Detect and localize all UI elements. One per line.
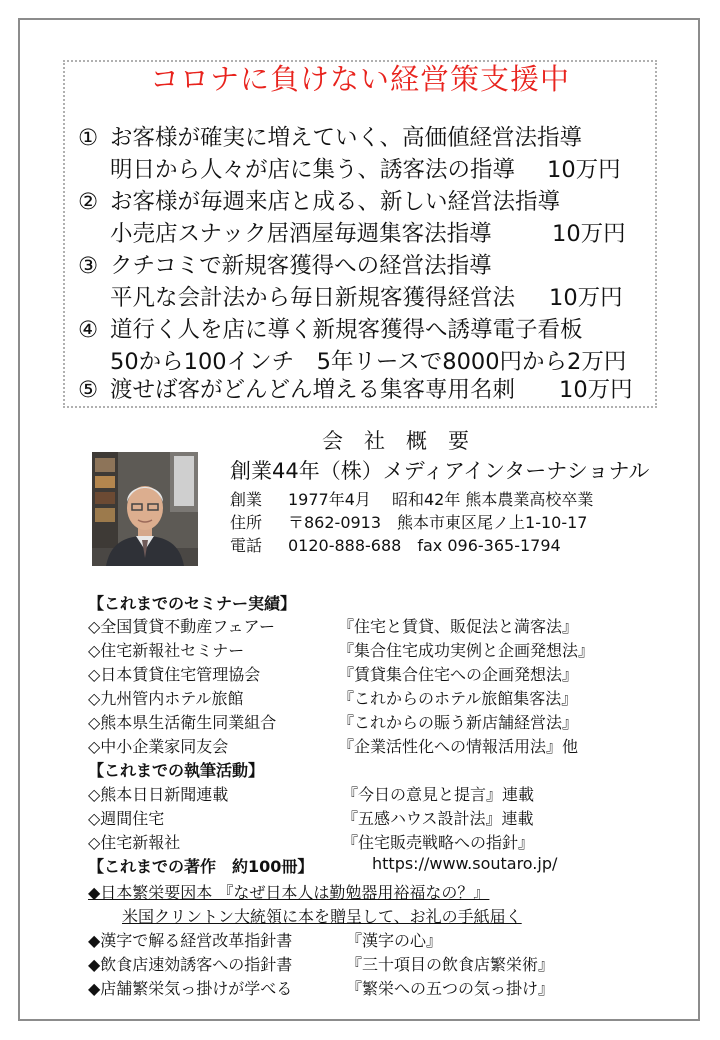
seminar-org: ◇中小企業家同友会 [88,737,229,756]
founded-value: 1977年4月 昭和42年 熊本農業高校卒業 [288,490,594,509]
item-main: お客様が確実に増えていく、高価値経営法指導 [110,125,583,151]
seminar-title: 『これからのホテル旅館集客法』 [338,689,578,708]
writing-org: ◇週間住宅 [88,809,165,828]
writing-org: ◇住宅新報社 [88,833,181,852]
item-sub: 小売店スナック居酒屋毎週集客法指導 [110,221,492,247]
service-item-4 [78,315,583,345]
books-heading: 【これまでの著作 約100冊】 [88,857,314,876]
item-price: 10万円 [547,157,621,183]
item-number: ④ [78,317,99,343]
founded-label: 創業 [230,490,263,509]
service-item-3 [78,251,492,281]
seminar-org: ◇熊本県生活衛生同業組合 [88,713,277,732]
writing-org: ◇熊本日日新聞連載 [88,785,229,804]
item-number: ⑤ [78,377,99,403]
item-main: クチコミで新規客獲得への経営法指導 [110,253,492,279]
item-sub: 明日から人々が店に集う、誘客法の指導 [110,157,516,183]
seminar-title: 『賃貸集合住宅への企画発想法』 [338,665,579,684]
item-main: 道行く人を店に導く新規客獲得へ誘導電子看板 [110,317,583,343]
service-item-2 [78,187,560,217]
writing-heading: 【これまでの執筆活動】 [88,761,265,780]
service-item-5 [78,375,515,405]
seminar-org: ◇全国賃貸不動産フェアー [88,617,276,636]
phone-value: 0120-888-688 fax 096-365-1794 [288,536,561,555]
book-desc: ◆飲食店速効誘客への指針書 [88,955,293,974]
seminar-org: ◇住宅新報社セミナー [88,641,245,660]
address-label: 住所 [230,513,263,532]
item-main: お客様が毎週来店と成る、新しい経営法指導 [110,189,561,215]
company-heading: 会社概要 [322,429,490,453]
item-price: 10万円 [559,377,633,403]
item-price: 10万円 [549,285,623,311]
item-main: 渡せば客がどんどん増える集客専用名刺 [110,377,516,403]
item-number: ① [78,125,99,151]
seminar-title: 『集合住宅成功実例と企画発想法』 [338,641,595,660]
featured-book: ◆日本繁栄要因本 『なぜ日本人は勤勉器用裕福なの？』 [88,883,490,902]
seminar-title: 『これからの賑う新店舗経営法』 [338,713,579,732]
company-name: 創業44年（株）メディアインターナショナル [230,459,650,483]
book-title: 『繁栄への五つの気っ掛け』 [346,979,555,998]
book-desc: ◆店舗繁栄気っ掛けが学べる [88,979,293,998]
item-number: ② [78,189,99,215]
book-title: 『漢字の心』 [346,931,443,950]
writing-title: 『五感ハウス設計法』連載 [342,809,534,828]
book-desc: ◆漢字で解る経営改革指針書 [88,931,293,950]
service-item-1 [78,123,582,153]
address-value: 〒862-0913 熊本市東区尾ノ上1-10-17 [288,513,588,532]
company-founded [230,487,593,510]
company-phone [230,533,561,556]
writing-title: 『住宅販売戦略への指針』 [342,833,535,852]
featured-book-note: 米国クリントン大統領に本を贈呈して、お礼の手紙届く [122,907,522,926]
writing-title: 『今日の意見と提言』連載 [342,785,535,804]
website-url[interactable]: https://www.soutaro.jp/ [372,854,558,873]
promo-title: コロナに負けない経営策支援中 [149,62,570,96]
seminars-heading: 【これまでのセミナー実績】 [88,594,297,613]
seminar-org: ◇日本賃貸住宅管理協会 [88,665,261,684]
item-sub: 平凡な会計法から毎日新規客獲得経営法 [110,285,516,311]
item-sub: 50から100インチ 5年リースで8000円から2万円 [110,349,627,375]
phone-label: 電話 [230,536,263,555]
company-address [230,510,587,533]
seminar-title: 『住宅と賃貸、販促法と満客法』 [338,617,579,636]
book-title: 『三十項目の飲食店繁栄術』 [346,955,555,974]
item-number: ③ [78,253,99,279]
seminar-title: 『企業活性化への情報活用法』他 [338,737,579,756]
seminar-org: ◇九州管内ホテル旅館 [88,689,244,708]
item-price: 10万円 [552,221,626,247]
portrait-photo [92,452,198,566]
